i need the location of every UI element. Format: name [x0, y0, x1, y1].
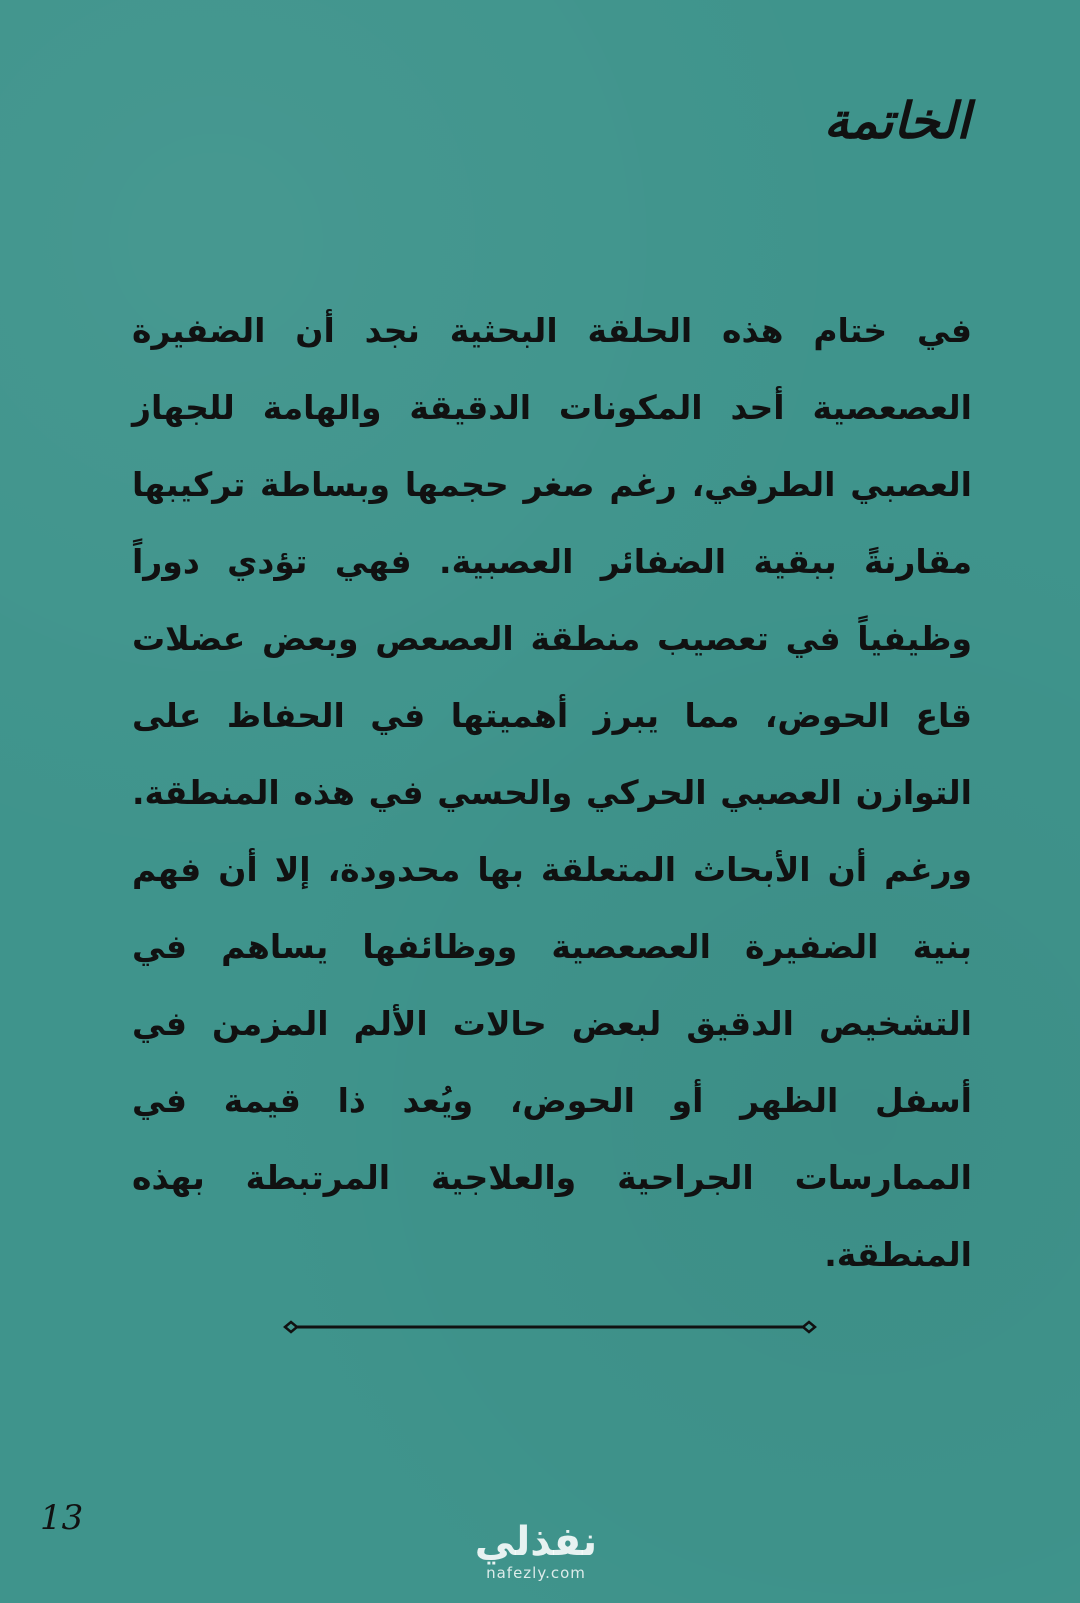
conclusion-paragraph: في ختام هذه الحلقة البحثية نجد أن الضفيرة العصعصية أحد المكونات الدقيقة والهامة للجهاز العصبي الطرفي، رغم صغر حجمها وبساطة تركيبها مقارنةً ببقية الضفائر العصبية. فهي تؤدي دوراً وظيفياً في تعصيب منطقة العصعص وبعض عضلات قاع الحوض، مما يبرز أهميتها في الحفاظ على التوازن العصبي الحركي والحسي في هذه المنطقة. ورغم أن الأبحاث المتعلقة بها محدودة، إلا أن فهم بنية الضفيرة العصعصية ووظائفها يساهم في التشخيص الدقيق لبعض حالات الألم المزمن في أسفل الظهر أو الحوض، ويُعد ذا قيمة في الممارسات الجراحية والعلاجية المرتبطة بهذه المنطقة.: [132, 311, 972, 1274]
nafezly-watermark-logo: [466, 1520, 606, 1600]
conclusion-body: [132, 292, 972, 1293]
page-title: الخاتمة: [823, 92, 970, 150]
brand-url: nafezly.com: [486, 1564, 586, 1582]
page-number: 13: [40, 1498, 84, 1538]
ornamental-divider: [282, 1317, 818, 1337]
brand-name: نفذلي: [474, 1519, 598, 1565]
